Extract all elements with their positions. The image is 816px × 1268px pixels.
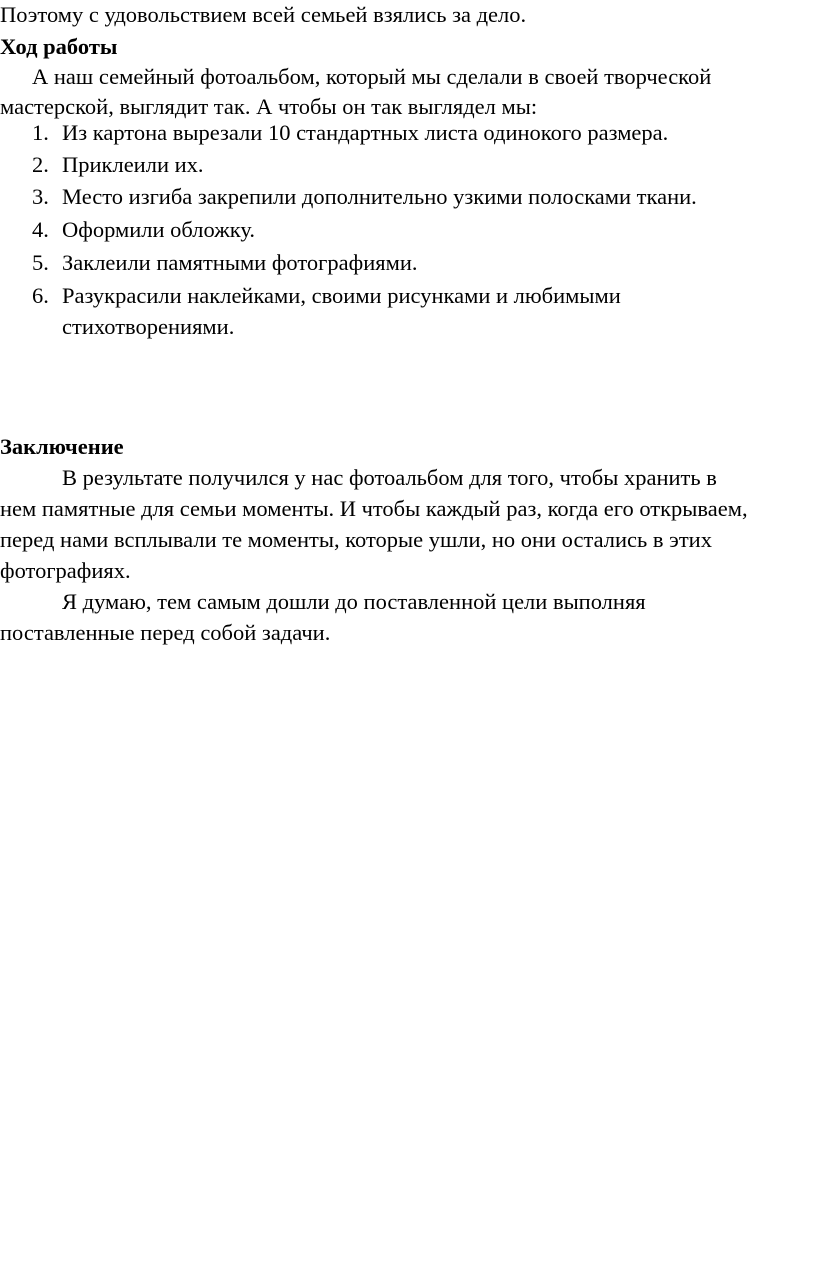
list-item-text: стихотворениями. xyxy=(62,314,235,339)
list-item-number: 2. xyxy=(32,152,49,177)
section-heading-conclusion: Заключение xyxy=(0,434,124,459)
list-item-number: 5. xyxy=(32,250,49,275)
paragraph-line: поставленные перед собой задачи. xyxy=(0,620,331,645)
paragraph-line: фотографиях. xyxy=(0,558,131,583)
paragraph-line: нем памятные для семьи моменты. И чтобы каждый раз, когда его открываем, xyxy=(0,496,748,521)
paragraph-line: А наш семейный фотоальбом, который мы сделали в своей творческой xyxy=(32,64,712,89)
list-item-text: Оформили обложку. xyxy=(62,217,255,242)
list-item-number: 1. xyxy=(32,120,49,145)
list-item-text: Приклеили их. xyxy=(62,152,204,177)
paragraph-line: В результате получился у нас фотоальбом для того, чтобы хранить в xyxy=(62,465,717,490)
intro-line: Поэтому с удовольствием всей семьей взялись за дело. xyxy=(0,2,527,27)
list-item-text: Из картона вырезали 10 стандартных листа одинокого размера. xyxy=(62,120,669,145)
list-item-number: 4. xyxy=(32,217,49,242)
list-item-number: 3. xyxy=(32,184,49,209)
paragraph-line: мастерской, выглядит так. А чтобы он так выглядел мы: xyxy=(0,94,538,119)
paragraph-line: перед нами всплывали те моменты, которые ушли, но они остались в этих xyxy=(0,527,712,552)
list-item-text: Заклеили памятными фотографиями. xyxy=(62,250,418,275)
list-item-text: Разукрасили наклейками, своими рисунками и любимыми xyxy=(62,283,621,308)
paragraph-line: Я думаю, тем самым дошли до поставленной цели выполняя xyxy=(62,589,646,614)
section-heading-work: Ход работы xyxy=(0,34,118,59)
list-item-number: 6. xyxy=(32,283,49,308)
list-item-text: Место изгиба закрепили дополнительно узкими полосками ткани. xyxy=(62,184,697,209)
